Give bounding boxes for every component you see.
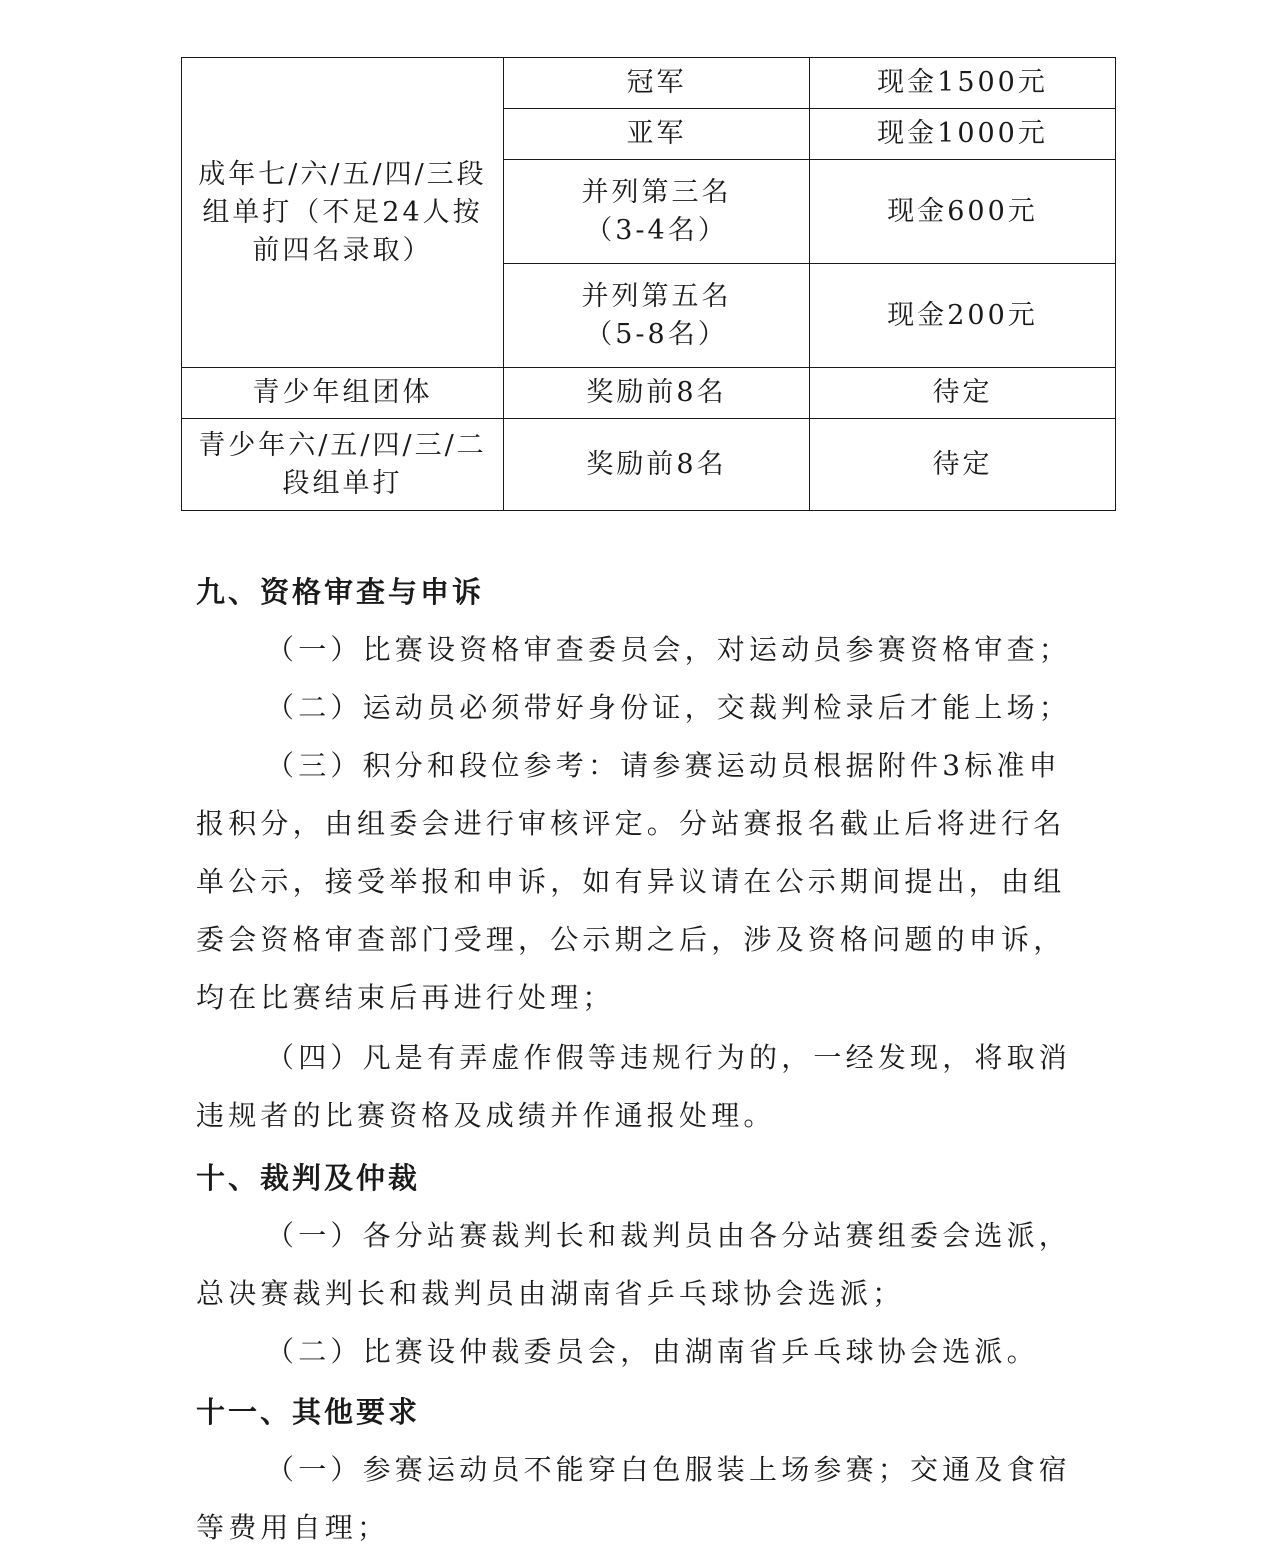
rank-cell: 并列第五名（5-8名） <box>504 264 810 368</box>
rank-cell: 亚军 <box>504 109 810 160</box>
prize-cell: 现金600元 <box>810 160 1116 264</box>
prize-cell: 待定 <box>810 368 1116 419</box>
prize-cell: 现金1500元 <box>810 58 1116 109</box>
prize-cell: 现金200元 <box>810 264 1116 368</box>
paragraph: （二）运动员必须带好身份证，交裁判检录后才能上场； <box>266 691 1072 724</box>
table-row <box>182 368 1116 419</box>
table-row <box>182 58 1116 109</box>
prize-cell: 待定 <box>810 419 1116 511</box>
awards-table <box>181 57 1116 511</box>
paragraph: （三）积分和段位参考：请参赛运动员根据附件3标准申报积分，由组委会进行审核评定。分站赛报名截止后将进行名单公示，接受举报和申诉，如有异议请在公示期间提出，由组委会资格审查部门受理，公示期之后，涉及资格问题的申诉，均在比赛结束后再进行处理； <box>196 749 1066 1014</box>
group-cell-adult-singles: 成年七/六/五/四/三段组单打（不足24人按前四名录取） <box>182 58 504 368</box>
paragraph: （一）参赛运动员不能穿白色服装上场参赛；交通及食宿等费用自理； <box>196 1453 1072 1544</box>
prize-cell: 现金1000元 <box>810 109 1116 160</box>
group-cell: 青少年六/五/四/三/二段组单打 <box>182 419 504 511</box>
rank-cell: 冠军 <box>504 58 810 109</box>
section-9-heading: 九、资格审查与申诉 <box>196 575 485 609</box>
rank-cell: 并列第三名（3-4名） <box>504 160 810 264</box>
paragraph: （四）凡是有弄虚作假等违规行为的，一经发现，将取消违规者的比赛资格及成绩并作通报处理。 <box>196 1041 1072 1132</box>
paragraph: （二）比赛设仲裁委员会，由湖南省乒乓球协会选派。 <box>266 1335 1039 1368</box>
rank-cell: 奖励前8名 <box>504 368 810 419</box>
section-10-heading: 十、裁判及仲裁 <box>196 1161 421 1195</box>
table-row <box>182 419 1116 511</box>
section-11-heading: 十一、其他要求 <box>196 1395 421 1429</box>
paragraph: （一）比赛设资格审查委员会，对运动员参赛资格审查； <box>266 633 1072 666</box>
group-cell: 青少年组团体 <box>182 368 504 419</box>
rank-cell: 奖励前8名 <box>504 419 810 511</box>
paragraph: （一）各分站赛裁判长和裁判员由各分站赛组委会选派，总决赛裁判长和裁判员由湖南省乒乓球协会选派； <box>196 1219 1072 1310</box>
